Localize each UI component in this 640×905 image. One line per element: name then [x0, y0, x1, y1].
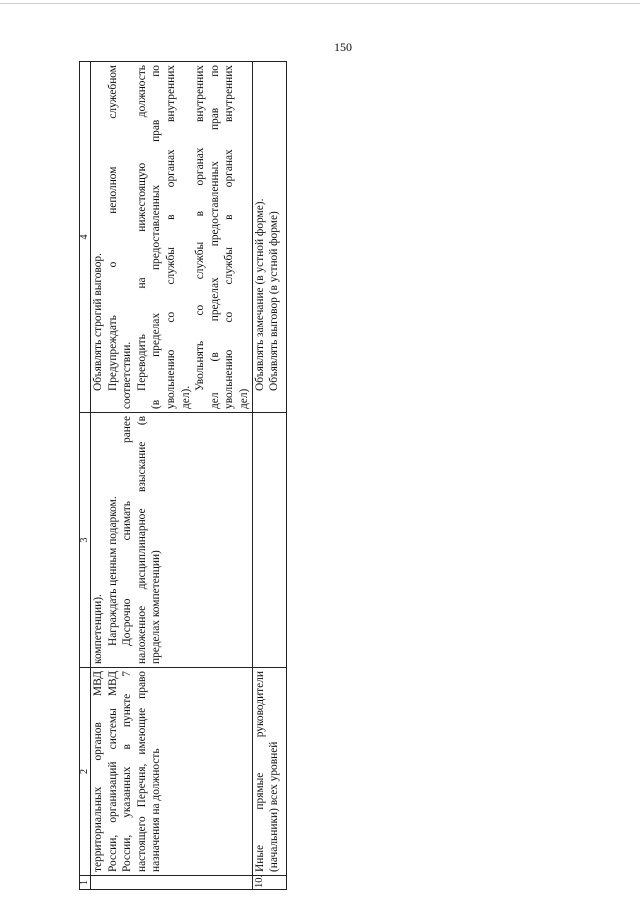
text-line: Иные прямые руководители — [253, 671, 266, 872]
table-row-continued — [91, 62, 253, 890]
text-line: (в пределах предоставленных прав по — [150, 65, 163, 409]
header-col-1: 1 — [80, 876, 91, 890]
text-line: Объявлять замечание (в устной форме). — [253, 198, 266, 391]
rotated-table-area — [79, 62, 281, 890]
text-line: увольнению со службы в органах внутренних — [223, 65, 236, 409]
text-line: настоящего Перечня, имеющие право — [135, 671, 148, 872]
text-line: Награждать ценным подарком. — [106, 496, 119, 646]
text-line: дел) — [237, 388, 250, 409]
text-line: дел). — [179, 385, 192, 409]
text-line: (начальники) всех уровней — [268, 741, 281, 872]
text-line: России, указанных в пункте 7 — [121, 671, 134, 872]
top-rule — [0, 3, 640, 4]
row-10-authority-cell — [252, 668, 286, 876]
row-10-incentives-cell — [252, 413, 286, 668]
text-line: Увольнять со службы в органах внутренних — [194, 65, 207, 391]
rotated-table-frame — [79, 62, 281, 890]
cont-incentives-cell — [91, 413, 253, 668]
cont-authority-cell — [91, 668, 253, 876]
page-number: 150 — [334, 40, 352, 54]
text-line: Досрочно снимать ранее — [121, 416, 134, 646]
measures-table — [79, 61, 287, 890]
text-line: компетенции). — [92, 594, 104, 664]
text-line: Объявлять выговор (в устной форме) — [268, 211, 281, 391]
text-line: назначения на должность — [150, 748, 163, 872]
text-line: России, организаций системы МВД — [106, 671, 119, 872]
header-col-4: 4 — [80, 62, 91, 413]
row-10-penalties-cell — [252, 62, 286, 413]
text-line: Объявлять строгий выговор. — [92, 253, 104, 391]
text-line: наложенное дисциплинарное взыскание (в — [135, 416, 148, 664]
text-line: Переводить на нижестоящую должность — [135, 65, 148, 391]
header-col-3: 3 — [80, 413, 91, 668]
table-row-10 — [252, 62, 286, 890]
text-line: соответствии. — [121, 341, 134, 409]
text-line: увольнению со службы в органах внутренних — [164, 65, 177, 409]
table-header-row — [80, 62, 91, 890]
text-line: пределах компетенции) — [150, 550, 163, 664]
cont-num-cell — [91, 876, 253, 890]
header-col-2: 2 — [80, 668, 91, 876]
text-line: территориальных органов МВД — [92, 671, 104, 872]
text-line: Предупреждать о неполном служебном — [106, 65, 119, 391]
row-10-num-cell: 10. — [252, 876, 286, 890]
text-line: дел (в пределах предоставленных прав по — [208, 65, 221, 409]
cont-penalties-cell — [91, 62, 253, 413]
